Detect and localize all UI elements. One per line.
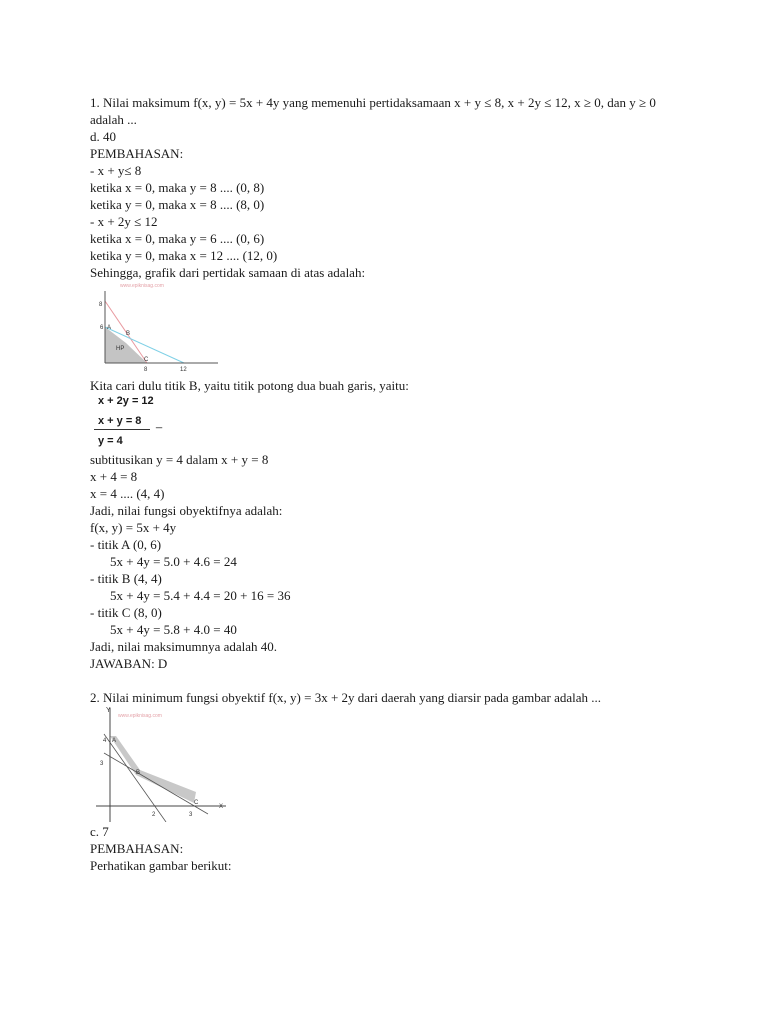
q2-pembahasan-heading: PEMBAHASAN: bbox=[90, 841, 184, 856]
q1-label-x8: 8 bbox=[144, 367, 148, 373]
q2-label-y-axis: Y bbox=[106, 707, 111, 714]
elim-divider bbox=[94, 429, 150, 430]
q2-label-a: A bbox=[112, 738, 117, 744]
q1-label-y8: 8 bbox=[99, 302, 103, 308]
elim-minus-sign: _ bbox=[156, 417, 163, 429]
q2-label-x3: 3 bbox=[189, 812, 193, 818]
q1-elimination-block bbox=[90, 395, 170, 450]
q1-final-answer: JAWABAN: D bbox=[90, 656, 168, 671]
q1-step-1: subtitusikan y = 4 dalam x + y = 8 bbox=[90, 452, 269, 467]
q1-label-hp: HP bbox=[116, 346, 125, 352]
q1-feasible-region-graph bbox=[92, 281, 222, 373]
q2-note: Perhatikan gambar berikut: bbox=[90, 858, 232, 873]
q1-ineq-2-y0: ketika y = 0, maka x = 12 .... (12, 0) bbox=[90, 248, 278, 263]
q2-answer-choice: c. 7 bbox=[90, 824, 109, 839]
q1-label-c: C bbox=[144, 357, 149, 363]
q1-answer-choice: d. 40 bbox=[90, 129, 116, 144]
q1-step-5: f(x, y) = 5x + 4y bbox=[90, 520, 177, 535]
q2-shaded-region bbox=[110, 736, 196, 803]
q1-ineq-1-y0: ketika y = 0, maka x = 8 .... (8, 0) bbox=[90, 197, 265, 212]
q1-label-a: A bbox=[107, 325, 112, 331]
q1-conclusion: Jadi, nilai maksimumnya adalah 40. bbox=[90, 639, 278, 654]
q1-point-c-label: - titik C (8, 0) bbox=[90, 605, 162, 620]
q1-label-b: B bbox=[126, 331, 131, 337]
q2-label-y3: 3 bbox=[100, 761, 104, 767]
q1-label-x12: 12 bbox=[180, 367, 187, 373]
q1-ineq-2-x0: ketika x = 0, maka y = 6 .... (0, 6) bbox=[90, 231, 265, 246]
q1-point-c-calc: 5x + 4y = 5.8 + 4.0 = 40 bbox=[110, 622, 237, 637]
q1-graph-intro: Sehingga, grafik dari pertidak samaan di atas adalah: bbox=[90, 265, 366, 280]
q1-watermark: www.epiknisag.com bbox=[120, 283, 164, 289]
q1-point-a-label: - titik A (0, 6) bbox=[90, 537, 162, 552]
q2-watermark: www.epiknisag.com bbox=[118, 713, 162, 719]
q1-find-point-b: Kita cari dulu titik B, yaitu titik potong dua buah garis, yaitu: bbox=[90, 378, 409, 393]
q1-question-line-2: adalah ... bbox=[90, 112, 137, 127]
q1-point-b-calc: 5x + 4y = 5.4 + 4.4 = 20 + 16 = 36 bbox=[110, 588, 291, 603]
q2-label-y4: 4 bbox=[103, 738, 107, 744]
q1-ineq-1: - x + y≤ 8 bbox=[90, 163, 142, 178]
q2-line-shallow bbox=[104, 753, 208, 814]
elim-eq2: x + y = 8 bbox=[98, 415, 142, 427]
q1-question-line-1: 1. Nilai maksimum f(x, y) = 5x + 4y yang memenuhi pertidaksamaan x + y ≤ 8, x + 2y ≤ 12, x ≥ 0, dan y ≥ 0 bbox=[90, 95, 656, 110]
q1-ineq-1-x0: ketika x = 0, maka y = 8 .... (0, 8) bbox=[90, 180, 265, 195]
q2-label-b: B bbox=[136, 770, 141, 776]
q1-point-b-label: - titik B (4, 4) bbox=[90, 571, 162, 586]
elim-eq1: x + 2y = 12 bbox=[98, 395, 154, 407]
q2-question: 2. Nilai minimum fungsi obyektif f(x, y) = 3x + 2y dari daerah yang diarsir pada gambar adalah ... bbox=[90, 690, 602, 705]
q2-shaded-region-graph bbox=[92, 704, 232, 822]
elim-result: y = 4 bbox=[98, 435, 123, 447]
q2-label-x-axis: X bbox=[219, 804, 224, 810]
q1-step-3: x = 4 .... (4, 4) bbox=[90, 486, 165, 501]
q2-label-x2: 2 bbox=[152, 812, 156, 818]
q1-point-a-calc: 5x + 4y = 5.0 + 4.6 = 24 bbox=[110, 554, 237, 569]
q2-label-c: C bbox=[194, 800, 199, 806]
q1-label-y6: 6 bbox=[100, 325, 104, 331]
q1-step-2: x + 4 = 8 bbox=[90, 469, 138, 484]
q1-pembahasan-heading: PEMBAHASAN: bbox=[90, 146, 184, 161]
q1-ineq-2: - x + 2y ≤ 12 bbox=[90, 214, 158, 229]
q1-step-4: Jadi, nilai fungsi obyektifnya adalah: bbox=[90, 503, 283, 518]
